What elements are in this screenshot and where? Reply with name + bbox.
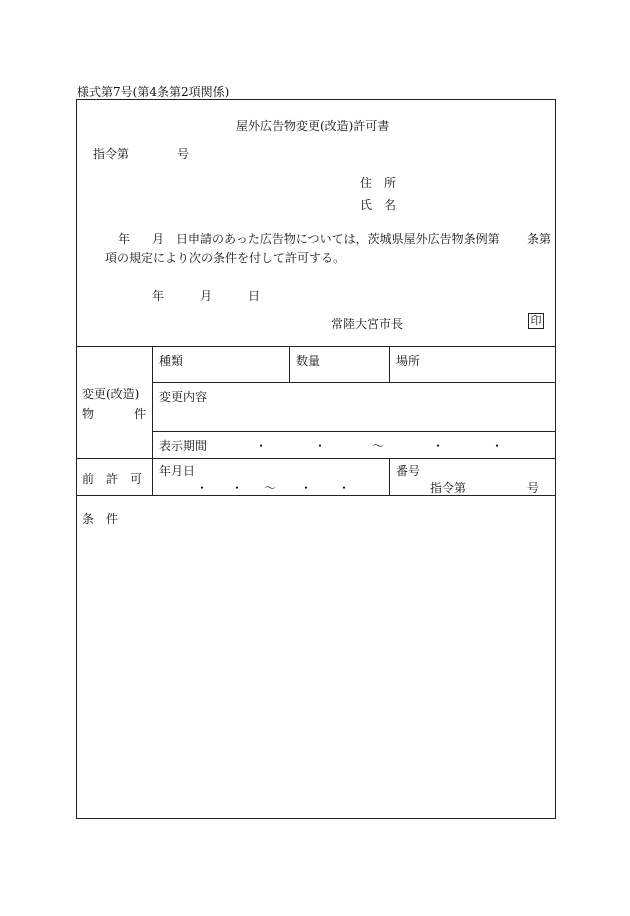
divider-type-quantity [289,346,290,382]
prev-dot-1: ・ [196,481,209,495]
divider-quantity-location [389,346,390,382]
prev-dot-4: ・ [338,481,351,495]
object-label-line1: 変更(改造) [82,387,140,401]
prev-dot-3: ・ [300,481,313,495]
conditions-label: 条 件 [82,512,119,526]
period-tilde: ～ [372,439,385,453]
address-label: 住 所 [360,176,397,190]
period-dot-4: ・ [491,439,504,453]
prev-date-label: 年月日 [159,464,196,478]
divider-date-number [389,458,390,495]
date-month: 月 [200,289,213,303]
location-label: 場所 [396,354,421,368]
body-day-text: 日申請のあった広告物については，茨城県屋外広告物条例第 [176,232,500,246]
object-label-line2-a: 物 [82,407,95,421]
prev-tilde: ～ [264,481,277,495]
body-line2: 項の規定により次の条件を付して許可する。 [105,251,346,265]
body-year: 年 [118,232,131,246]
date-year: 年 [152,289,165,303]
divider-row-1 [152,382,556,383]
quantity-label: 数量 [296,354,321,368]
divider-row-3 [76,458,556,459]
display-period-label: 表示期間 [159,439,208,453]
change-content-label: 変更内容 [159,390,208,404]
name-label: 氏 名 [360,198,397,212]
period-dot-1: ・ [255,439,268,453]
prev-number-prefix: 指令第 [430,481,467,495]
prev-number-label: 番号 [396,464,421,478]
prev-number-suffix: 号 [527,481,540,495]
divider-label-column [152,346,153,495]
type-label: 種類 [159,354,184,368]
prev-dot-2: ・ [231,481,244,495]
divider-top [76,346,556,347]
divider-row-2 [152,431,556,432]
seal-mark: 印 [528,313,544,329]
date-day: 日 [248,289,261,303]
document-title: 屋外広告物変更(改造)許可書 [236,119,390,133]
period-dot-3: ・ [432,439,445,453]
form-number-label: 様式第7号(第4条第2項関係) [77,85,230,99]
directive-prefix: 指令第 [93,147,130,161]
form-frame [76,99,556,819]
divider-row-4 [76,495,556,496]
prev-permit-label: 前 許 可 [82,472,143,486]
issuer-name: 常陸大宮市長 [331,317,404,331]
object-label-line2-b: 件 [134,407,147,421]
period-dot-2: ・ [314,439,327,453]
directive-suffix: 号 [177,147,190,161]
body-month: 月 [152,232,165,246]
body-article: 条第 [527,232,552,246]
